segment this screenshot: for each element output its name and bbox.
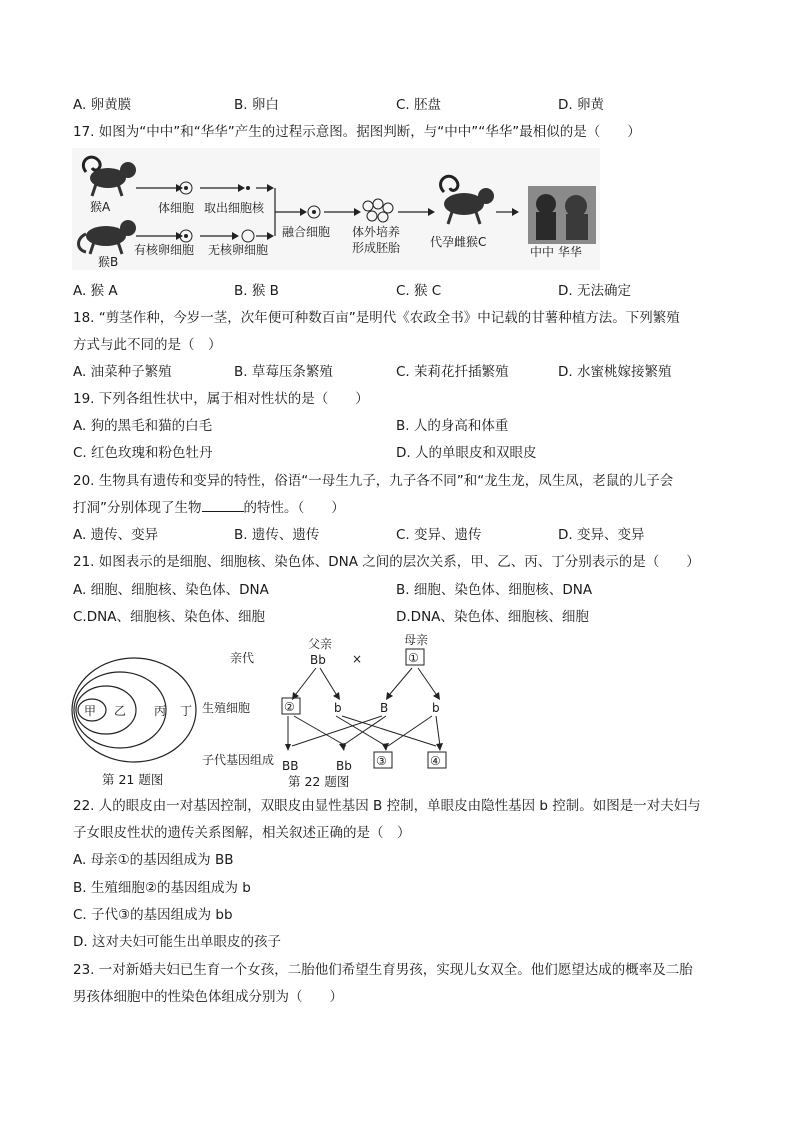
q21-option-c: C.DNA、细胞核、染色体、细胞: [73, 609, 265, 625]
monkey-b-label: 猴B: [98, 255, 119, 269]
surrogate-label: 代孕雌猴C: [430, 235, 487, 249]
label-jia: 甲: [84, 704, 97, 718]
q21-figure-caption: 第 21 题图: [102, 772, 164, 787]
q17-option-c: C. 猴 C: [396, 283, 442, 299]
mother-label: 母亲: [404, 633, 429, 647]
q17-option-b: B. 猴 B: [234, 283, 279, 299]
q20-stem-line2: [73, 499, 345, 517]
q20-option-d: D. 变异、变异: [558, 527, 645, 543]
child-Bb: Bb: [336, 759, 352, 773]
gamete-b-father: b: [334, 701, 342, 715]
q22-figure-caption: 第 22 题图: [288, 774, 350, 789]
box-1-label: ①: [408, 651, 419, 665]
q21-nested-diagram: [70, 646, 210, 790]
q20-stem-part1: 打洞”分别体现了生物: [73, 500, 202, 516]
father-label: 父亲: [308, 637, 333, 651]
q18-option-b: B. 草莓压条繁殖: [234, 364, 333, 380]
q22-option-b: B. 生殖细胞②的基因组成为 b: [73, 880, 251, 896]
offspring-label: 子代基因组成: [202, 753, 275, 767]
q22-stem-line1: 22. 人的眼皮由一对基因控制，双眼皮由显性基因 B 控制，单眼皮由隐性基因 b 控制。如图是一对夫妇与: [73, 798, 701, 814]
generation-label: 亲代: [230, 651, 255, 665]
culture-label-1: 体外培养: [352, 225, 401, 239]
q18-option-c: C. 茉莉花扦插繁殖: [396, 364, 509, 380]
child-BB: BB: [282, 759, 299, 773]
fused-cell-label: 融合细胞: [282, 225, 331, 239]
names-label: 中中 华华: [530, 245, 582, 259]
monkey-a-label: 猴A: [90, 200, 111, 214]
q20-stem-line1: 20. 生物具有遗传和变异的特性，俗语“一母生九子，九子各不同”和“龙生龙，凤生凤，老鼠的儿子会: [73, 473, 674, 489]
q20-stem-part2: 的特性。（ ）: [243, 500, 345, 516]
father-genotype: Bb: [310, 653, 326, 667]
gamete-b-mother: b: [432, 701, 440, 715]
box-2-label: ②: [284, 700, 295, 714]
q20-option-c: C. 变异、遗传: [396, 527, 482, 543]
q17-option-d: D. 无法确定: [558, 283, 631, 299]
q17-stem: 17. 如图为“中中”和“华华”产生的过程示意图。据图判断，与“中中”“华华”最相似的是（ ）: [73, 124, 641, 140]
q23-stem-line2: 男孩体细胞中的性染色体组成分别为（ ）: [73, 989, 343, 1005]
q21-option-d: D.DNA、染色体、细胞核、细胞: [396, 609, 589, 625]
label-bing: 丙: [154, 704, 167, 718]
q20-option-b: B. 遗传、遗传: [234, 527, 320, 543]
q21-option-a: A. 细胞、细胞核、染色体、DNA: [73, 582, 269, 598]
q16-option-c: C. 胚盘: [396, 97, 442, 113]
q17-cloning-diagram: [72, 148, 600, 270]
q22-option-d: D. 这对夫妇可能生出单眼皮的孩子: [73, 934, 281, 950]
q19-option-b: B. 人的身高和体重: [396, 418, 509, 434]
q20-answer-blank: [202, 499, 244, 512]
nucleated-egg-label: 有核卵细胞: [134, 243, 195, 257]
q21-stem: 21. 如图表示的是细胞、细胞核、染色体、DNA 之间的层次关系，甲、乙、丙、丁分别表示的是（ ）: [73, 554, 700, 570]
q22-stem-line2: 子女眼皮性状的遗传关系图解，相关叙述正确的是（ ）: [73, 825, 411, 841]
q16-option-b: B. 卵白: [234, 97, 279, 113]
q16-option-a: A. 卵黄膜: [73, 97, 132, 113]
q23-stem-line1: 23. 一对新婚夫妇已生育一个女孩，二胎他们希望生育男孩，实现儿女双全。他们愿望达成的概率及二胎: [73, 962, 693, 978]
q19-option-a: A. 狗的黑毛和猫的白毛: [73, 418, 213, 434]
cloned-monkeys-photo: [528, 186, 596, 244]
q21-option-b: B. 细胞、染色体、细胞核、DNA: [396, 582, 593, 598]
cross-symbol: ×: [352, 652, 363, 666]
q17-option-a: A. 猴 A: [73, 283, 118, 299]
label-yi: 乙: [114, 704, 127, 718]
q22-inheritance-diagram: [196, 630, 464, 790]
enucleated-egg-label: 无核卵细胞: [208, 243, 269, 257]
q19-stem: 19. 下列各组性状中，属于相对性状的是（ ）: [73, 391, 369, 407]
gametes-label: 生殖细胞: [202, 701, 251, 715]
q20-option-a: A. 遗传、变异: [73, 527, 159, 543]
q22-option-a: A. 母亲①的基因组成为 BB: [73, 852, 234, 868]
q16-option-d: D. 卵黄: [558, 97, 604, 113]
body-cell-label: 体细胞: [158, 201, 195, 215]
q18-option-d: D. 水蜜桃嫁接繁殖: [558, 364, 672, 380]
box-4-label: ④: [430, 754, 441, 768]
gamete-B-mother: B: [380, 701, 389, 715]
q19-option-d: D. 人的单眼皮和双眼皮: [396, 445, 537, 461]
q22-option-c: C. 子代③的基因组成为 bb: [73, 907, 233, 923]
q18-stem-line2: 方式与此不同的是（ ）: [73, 337, 222, 353]
q18-option-a: A. 油菜种子繁殖: [73, 364, 172, 380]
label-ding: 丁: [180, 704, 193, 718]
q19-option-c: C. 红色玫瑰和粉色牡丹: [73, 445, 213, 461]
take-nucleus-label: 取出细胞核: [204, 201, 265, 215]
q18-stem-line1: 18. “剪茎作种，今岁一茎，次年便可种数百亩”是明代《农政全书》中记载的甘薯种植方法。下列繁殖: [73, 310, 680, 326]
box-3-label: ③: [376, 754, 387, 768]
culture-label-2: 形成胚胎: [352, 241, 401, 255]
